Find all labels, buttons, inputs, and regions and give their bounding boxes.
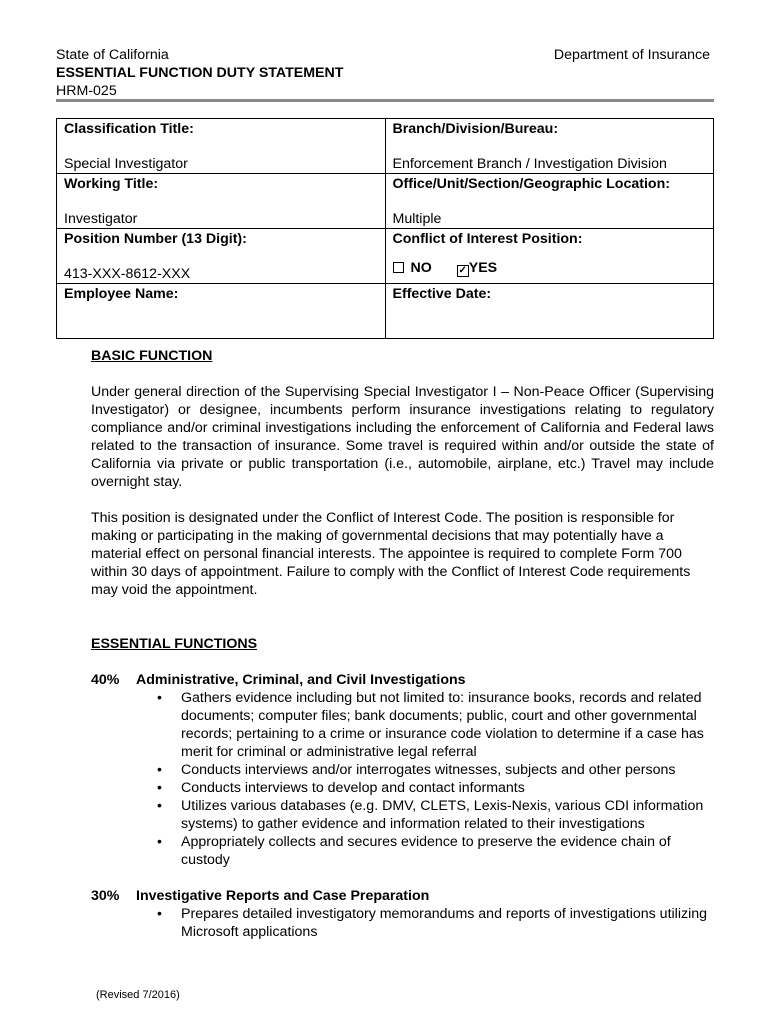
function-task: • Prepares detailed investigatory memorandums and reports of investigations utilizing Microsoft applications (157, 905, 714, 941)
function-title: Investigative Reports and Case Preparation (136, 888, 430, 904)
position-info-table (56, 118, 714, 339)
position-number-value[interactable]: 413-XXX-8612-XXX (64, 266, 191, 282)
state-name: State of California (56, 47, 169, 63)
conflict-options (393, 259, 707, 277)
revision-note: (Revised 7/2016) (96, 989, 180, 1001)
conflict-of-interest-paragraph: This position is designated under the Conflict of Interest Code. The position is responsible for making or participating in the making of governmental decisions that may potentially have a material effect on personal financial interests. The appointee is required to complete Form 700 within 30 days of appointment. Failure to comply with the Conflict of Interest Code requirements may void the appointment. (91, 510, 691, 598)
function-task: • Conducts interviews and/or interrogates witnesses, subjects and other persons (157, 761, 714, 779)
effective-date-label: Effective Date: (392, 286, 492, 302)
function-percent: 40% (91, 672, 120, 688)
essential-functions-heading: ESSENTIAL FUNCTIONS (91, 636, 258, 652)
conflict-no-checkbox[interactable] (393, 262, 404, 273)
basic-function-paragraph: Under general direction of the Supervising Special Investigator I – Non-Peace Officer (Supervising Investigator) or designee, incumbents perform insurance investigations relating to regulatory compliance and/or criminal investigations including the enforcement of California and Federal laws related to the transaction of insurance. Some travel is required within and/or outside the state of California via private or public transportation (i.e., automobile, airplane, etc.) Travel may include overnight stay. (91, 384, 714, 490)
conflict-no-label: NO (410, 260, 432, 276)
position-number-cell (57, 229, 386, 284)
function-title: Administrative, Criminal, and Civil Investigations (136, 672, 466, 688)
function-task-list (157, 689, 714, 869)
classification-title-label: Classification Title: (64, 121, 194, 137)
function-task: • Conducts interviews to develop and contact informants (157, 779, 714, 797)
function-group (91, 671, 714, 869)
working-title-label: Working Title: (64, 176, 159, 192)
form-title: ESSENTIAL FUNCTION DUTY STATEMENT (56, 65, 344, 81)
conflict-yes-checkbox[interactable]: ✓ (458, 265, 467, 276)
function-task-list (157, 905, 714, 941)
conflict-yes-label: YES (468, 260, 498, 276)
conflict-label: Conflict of Interest Position: (392, 231, 583, 247)
basic-function-heading: BASIC FUNCTION (91, 348, 213, 364)
function-percent: 30% (91, 888, 120, 904)
location-value[interactable]: Multiple (392, 211, 442, 227)
function-group (91, 887, 714, 941)
effective-date-cell (385, 284, 714, 339)
branch-cell (385, 119, 714, 174)
function-task: • Utilizes various databases (e.g. DMV, CLETS, Lexis-Nexis, various CDI information systems) to gather evidence and information related to their investigations (157, 797, 714, 833)
classification-title-value[interactable]: Special Investigator (64, 156, 188, 172)
branch-label: Branch/Division/Bureau: (392, 121, 559, 137)
function-task: • Appropriately collects and secures evidence to preserve the evidence chain of custody (157, 833, 714, 869)
conflict-cell (385, 229, 714, 284)
working-title-value[interactable]: Investigator (64, 211, 138, 227)
location-label: Office/Unit/Section/Geographic Location: (392, 176, 670, 192)
position-number-label: Position Number (13 Digit): (64, 231, 247, 247)
classification-title-cell (57, 119, 386, 174)
location-cell (385, 174, 714, 229)
function-group-heading (91, 887, 714, 905)
department-name: Department of Insurance (553, 47, 710, 63)
form-code: HRM-025 (56, 83, 117, 99)
header-divider (56, 99, 714, 102)
employee-name-label: Employee Name: (64, 286, 179, 302)
function-task: • Gathers evidence including but not limited to: insurance books, records and related documents; computer files; bank documents; public, court and other governmental records; pertaining to a crime or insurance code violation to determine if a case has merit for criminal or administrative legal referral (157, 689, 714, 761)
employee-name-cell (57, 284, 386, 339)
working-title-cell (57, 174, 386, 229)
function-group-heading (91, 671, 714, 689)
duty-statement-body (91, 347, 714, 941)
branch-value[interactable]: Enforcement Branch / Investigation Division (392, 156, 667, 172)
